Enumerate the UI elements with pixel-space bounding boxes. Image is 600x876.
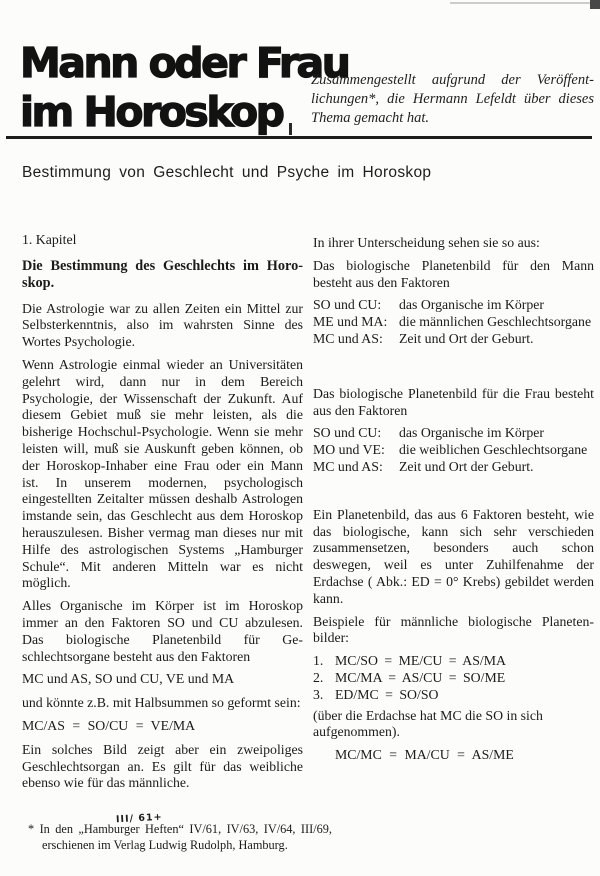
left-factors-line: MC und AS, SO und CU, VE und MA	[22, 671, 235, 687]
left-heading: Die Bestimmung des Geschlechts im Horoskop.	[22, 257, 303, 292]
factor-desc: die männlichen Geschlechtsorgane	[399, 314, 592, 330]
footnote-marker: *	[28, 822, 35, 836]
factor-label: SO und CU:	[313, 425, 382, 441]
list-item	[313, 670, 594, 687]
left-column	[22, 232, 303, 798]
factor-desc: das Organische im Körper	[399, 425, 544, 441]
list-item	[313, 442, 594, 459]
examples-intro: Beispiele für männliche biologische Planetenbilder:	[313, 613, 594, 646]
list-item	[313, 314, 594, 331]
left-paragraph-4: und könnte z.B. mit Halbsummen so geformt sein:	[22, 695, 301, 711]
example-number: 3.	[313, 686, 324, 702]
examples-list	[313, 653, 594, 703]
example-formula: MC/SO = ME/CU = AS/MA	[335, 653, 506, 669]
list-item	[313, 331, 594, 348]
chapter-label: 1. Kapitel	[22, 232, 77, 247]
header-divider	[6, 136, 592, 139]
factor-label: SO und CU:	[313, 297, 382, 313]
factor-label: MO und VE:	[313, 442, 385, 458]
example-formula: MC/MA = AS/CU = SO/ME	[335, 669, 506, 685]
right-intro: In ihrer Unterscheidung sehen sie so aus:	[313, 235, 540, 250]
man-section-intro: Das biologische Planetenbild für den Mann besteht aus den Faktoren	[313, 257, 594, 290]
list-item	[313, 297, 594, 314]
man-factor-list	[313, 297, 594, 347]
factor-label: MC und AS:	[313, 458, 383, 474]
left-paragraph-2: Wenn Astrologie einmal wieder an Universitäten gelehrt wird, dann nur in dem Bereich Psychologie, der Wissenschaft der Zukunft. Auf diesem Gebiet muß sie mehr leisten, als die bisherige Hochschul-Psychologie. Wenn sie mehr leisten will, muß sie Auskunft geben können, ob der Horoskop-Inhaber eine Frau oder ein Mann ist. In unserem modernen, psychologisch eingestellten Zeitalter müssen deshalb Astrologen imstande sein, das Geschlecht aus dem Horoskop herauszulesen. Bisher vermag man dieses nur mit Hilfe des astrologischen Systems „Hamburger Schule“. Mit anderen Mitteln war es nicht möglich.	[22, 357, 303, 591]
left-paragraph-5: Ein solches Bild zeigt aber ein zweipoliges Geschlechtsorgan an. Es gilt für das weibliche ebenso wie für das männliche.	[22, 741, 303, 791]
handwritten-annotation: III/ 61+	[115, 811, 163, 826]
scan-artifact-top-line	[450, 2, 596, 4]
footnote	[28, 811, 332, 854]
list-item	[313, 653, 594, 670]
list-item	[313, 425, 594, 442]
factor-desc: Zeit und Ort der Geburt.	[399, 458, 534, 474]
byline: Zusammengestellt aufgrund der Veröffentlichungen*, die Hermann Lefeldt über dieses Thema gemacht hat.	[311, 72, 594, 126]
left-paragraph-3: Alles Organische im Körper ist im Horoskop immer an den Faktoren SO und CU abzulesen. Das biologische Planetenbild für Geschlechtsorgane besteht aus den Faktoren	[22, 598, 303, 664]
footnote-text: In den „Hamburger Heften“ IV/61, IV/63, IV/64, III/69, erschienen im Verlag Ludwig Rudolph, Hamburg.	[39, 822, 332, 852]
right-paragraph-sixfactors: Ein Planetenbild, das aus 6 Faktoren besteht, wie das biologische, kann sich sehr verschieden zusammensetzen, besonders auch schon deswegen, weil es unter Zuhilfenahme der Erdachse ( Abk.: ED = 0° Krebs) gebildet werden kann.	[313, 506, 594, 606]
factor-desc: das Organische im Körper	[399, 297, 544, 313]
list-item	[313, 459, 594, 476]
page-title-line1: Mann oder Frau	[20, 39, 349, 88]
page-title-line2: im Horoskop	[20, 88, 283, 137]
woman-section-intro: Das biologische Planetenbild für die Frau besteht aus den Faktoren	[313, 385, 594, 418]
factor-label: MC und AS:	[313, 330, 383, 346]
scan-artifact-corner-mark	[590, 0, 600, 9]
factor-desc: Zeit und Ort der Geburt.	[399, 330, 534, 346]
example-number: 1.	[313, 653, 324, 669]
example-number: 2.	[313, 669, 324, 685]
right-column	[313, 235, 594, 770]
left-paragraph-1: Die Astrologie war zu allen Zeiten ein Mittel zur Selbsterkenntnis, also im wahrsten Sinne des Wortes Psychologie.	[22, 300, 303, 350]
example-formula: ED/MC = SO/SO	[335, 686, 439, 702]
final-formula: MC/MC = MA/CU = AS/ME	[335, 747, 514, 763]
parenthetical-note: (über die Erdachse hat MC die SO in sich aufgenommen).	[313, 707, 543, 740]
factor-label: ME und MA:	[313, 314, 388, 330]
woman-factor-list	[313, 425, 594, 475]
left-formula: MC/AS = SO/CU = VE/MA	[22, 717, 196, 733]
list-item	[313, 687, 594, 704]
page-title	[20, 39, 348, 137]
factor-desc: die weiblichen Geschlechtsorgane	[399, 442, 588, 458]
section-subtitle: Bestimmung von Geschlecht und Psyche im Horoskop	[22, 164, 432, 181]
